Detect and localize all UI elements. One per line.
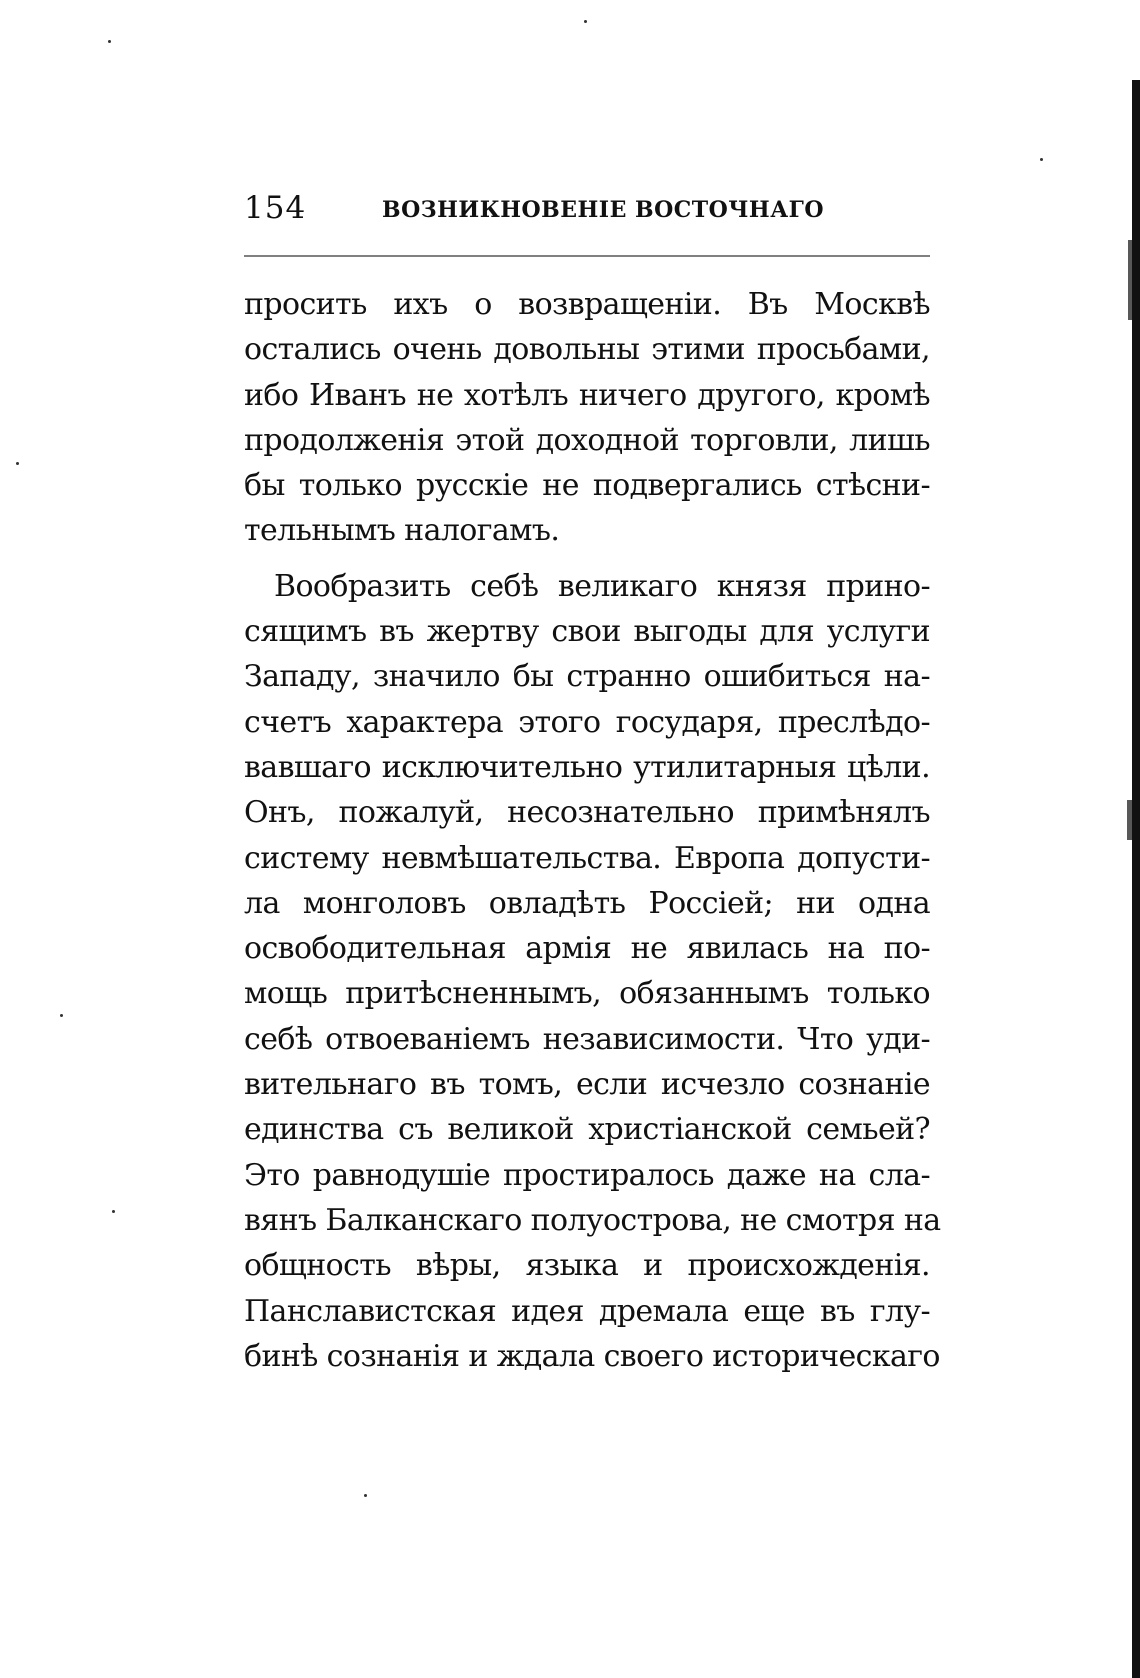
page-header xyxy=(244,190,930,230)
scan-speck xyxy=(108,40,111,43)
text-line: бинѣ сознанія и ждала своего историческаго xyxy=(244,1338,940,1374)
text-line: себѣ отвоеваніемъ независимости. Что уди- xyxy=(244,1021,930,1057)
text-line: вянъ Балканскаго полуострова, не смотря на xyxy=(244,1202,941,1238)
text-line: счетъ характера этого государя, преслѣдо- xyxy=(244,704,930,740)
text-line: Панславистская идея дремала еще въ глу- xyxy=(244,1293,930,1329)
scan-edge-shadow-inner xyxy=(1128,240,1132,320)
text-line: ибо Иванъ не хотѣлъ ничего другого, кромѣ xyxy=(244,377,930,413)
paragraph-gap xyxy=(244,554,930,564)
scan-speck xyxy=(584,20,587,23)
scan-speck xyxy=(1040,158,1043,161)
scan-speck xyxy=(16,462,19,465)
text-line: Вообразить себѣ великаго князя прино- xyxy=(274,568,930,604)
text-line: просить ихъ о возвращеніи. Въ Москвѣ xyxy=(244,287,930,322)
scan-speck xyxy=(112,1210,115,1213)
scan-edge-shadow xyxy=(1132,80,1140,1678)
text-line: мощь притѣсненнымъ, обязаннымъ только xyxy=(244,976,930,1012)
text-line: ла монголовъ овладѣть Россіей; ни одна xyxy=(244,885,930,921)
scan-speck xyxy=(60,1014,63,1017)
text-line: вавшаго исключительно утилитарныя цѣли. xyxy=(244,749,930,785)
running-head: ВОЗНИКНОВЕНІЕ ВОСТОЧНАГО xyxy=(382,197,824,223)
text-line: бы только русскіе не подвергались стѣсни- xyxy=(244,468,930,504)
text-line: систему невмѣшательства. Европа допусти- xyxy=(244,840,930,876)
text-line: продолженія этой доходной торговли, лишь xyxy=(244,422,930,458)
text-line: освободительная армія не явилась на по- xyxy=(244,931,930,967)
text-line: Онъ, пожалуй, несознательно примѣнялъ xyxy=(244,795,930,831)
text-line: Это равнодушіе простиралось даже на сла- xyxy=(244,1157,930,1193)
body-text xyxy=(244,282,941,1379)
scan-edge-shadow-inner xyxy=(1127,800,1132,840)
scan-speck xyxy=(364,1494,367,1497)
text-line: единства съ великой христіанской семьей? xyxy=(244,1112,930,1148)
text-line: вительнаго въ томъ, если исчезло сознаніе xyxy=(244,1067,930,1103)
text-line: Западу, значило бы странно ошибиться на- xyxy=(244,659,930,695)
text-line: сящимъ въ жертву свои выгоды для услуги xyxy=(244,614,930,650)
page-number: 154 xyxy=(244,190,307,226)
text-line: тельнымъ налогамъ. xyxy=(244,513,560,549)
text-line: общность вѣры, языка и происхожденія. xyxy=(244,1248,930,1284)
text-line: остались очень довольны этими просьбами, xyxy=(244,332,930,368)
header-rule xyxy=(244,255,930,257)
